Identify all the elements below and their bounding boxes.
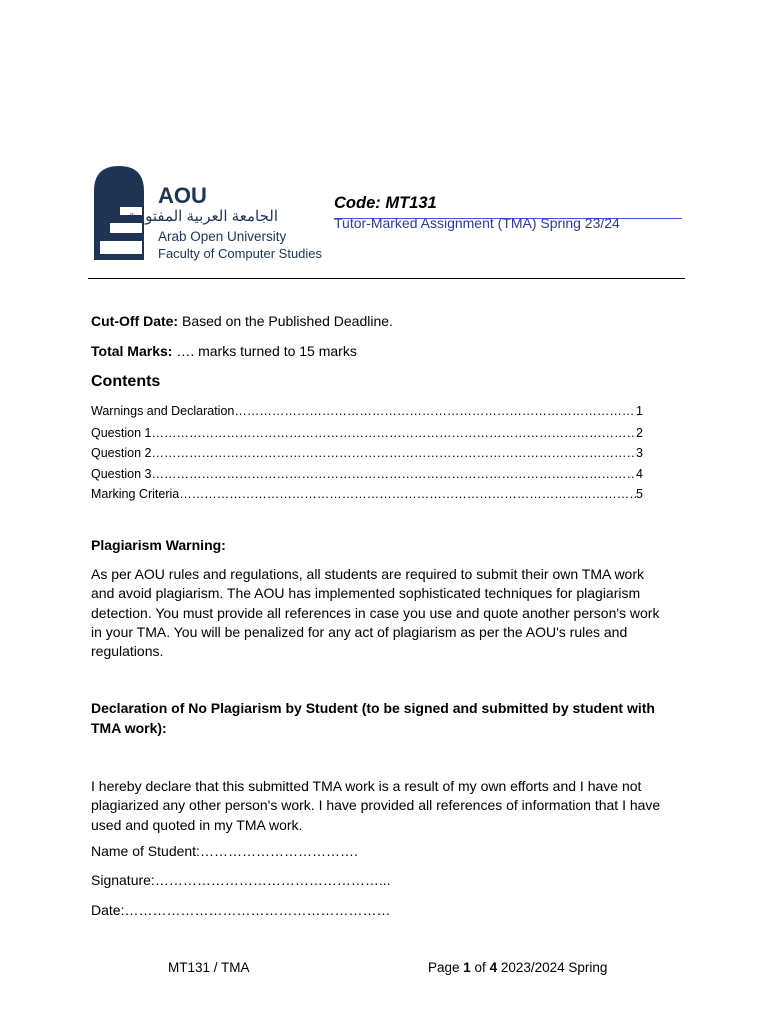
footer-page-info bbox=[428, 960, 607, 975]
total-marks bbox=[91, 343, 357, 359]
toc-leader bbox=[151, 446, 636, 460]
footer-page-current: 1 bbox=[463, 960, 471, 975]
declaration-heading: Declaration of No Plagiarism by Student (to be signed and submitted by student with TMA work): bbox=[91, 700, 655, 736]
signature-field[interactable]: Signature:…………………………………………... bbox=[91, 872, 391, 888]
footer-course: MT131 / TMA bbox=[168, 960, 250, 975]
footer-term: 2023/2024 Spring bbox=[497, 960, 608, 975]
toc-item-page: 5 bbox=[636, 487, 643, 501]
course-code: Code: MT131 bbox=[334, 194, 437, 212]
cutoff-label: Cut-Off Date: bbox=[91, 313, 179, 329]
marks-label: Total Marks: bbox=[91, 343, 173, 359]
aou-logo bbox=[92, 163, 332, 265]
logo-faculty: Faculty of Computer Studies bbox=[158, 246, 323, 261]
contents-heading: Contents bbox=[91, 373, 161, 390]
logo-english-name: Arab Open University bbox=[158, 229, 287, 244]
toc-item[interactable] bbox=[91, 426, 643, 440]
toc-item[interactable] bbox=[91, 467, 643, 481]
footer-page-prefix: Page bbox=[428, 960, 464, 975]
declaration-text: I hereby declare that this submitted TMA work is a result of my own efforts and I have not plagiarized any other person's work. I have provided all references of information that I have used and quoted in my TMA work. bbox=[91, 778, 661, 833]
toc-item-page: 4 bbox=[636, 467, 643, 481]
toc-item-label: Question 2 bbox=[91, 446, 152, 460]
course-code-value: MT131 bbox=[385, 194, 437, 212]
toc-item[interactable] bbox=[91, 487, 643, 501]
toc-item[interactable] bbox=[91, 404, 643, 418]
toc-item-page: 1 bbox=[636, 404, 643, 418]
footer-page-of: of bbox=[470, 960, 490, 975]
toc-leader bbox=[151, 467, 636, 481]
plagiarism-heading: Plagiarism Warning: bbox=[91, 537, 226, 553]
toc-item-label: Question 3 bbox=[91, 467, 152, 481]
header-divider bbox=[88, 278, 685, 279]
plagiarism-text: As per AOU rules and regulations, all students are required to submit their own TMA work and avoid plagiarism. The AOU has implemented sophisticated techniques for plagiarism detection. You must provide all references in case you use and quote another person's work in your TMA. You will be penalized for any act of plagiarism as per the AOU's rules and regulations. bbox=[91, 566, 660, 660]
cutoff-date bbox=[91, 313, 393, 329]
toc-item-label: Question 1 bbox=[91, 426, 152, 440]
toc-item[interactable] bbox=[91, 446, 643, 460]
toc-leader bbox=[151, 426, 636, 440]
toc-item-label: Marking Criteria bbox=[91, 487, 180, 501]
logo-arabic-name: الجامعة العربية المفتوحة bbox=[127, 208, 278, 225]
toc-leader bbox=[179, 487, 636, 501]
course-code-label: Code bbox=[334, 194, 376, 212]
marks-value: …. marks turned to 15 marks bbox=[172, 343, 357, 359]
assignment-title: Tutor-Marked Assignment (TMA) Spring 23/24 bbox=[334, 215, 620, 231]
toc-item-page: 2 bbox=[636, 426, 643, 440]
date-field[interactable]: Date:………………………………………………… bbox=[91, 902, 391, 918]
toc-leader bbox=[234, 404, 636, 418]
student-name-field[interactable]: Name of Student:……………………………. bbox=[91, 843, 358, 859]
cutoff-value: Based on the Published Deadline. bbox=[178, 313, 393, 329]
footer-page-total: 4 bbox=[489, 960, 498, 975]
logo-abbr: AOU bbox=[158, 183, 207, 208]
toc-item-label: Warnings and Declaration bbox=[91, 404, 235, 418]
toc-item-page: 3 bbox=[636, 446, 643, 460]
